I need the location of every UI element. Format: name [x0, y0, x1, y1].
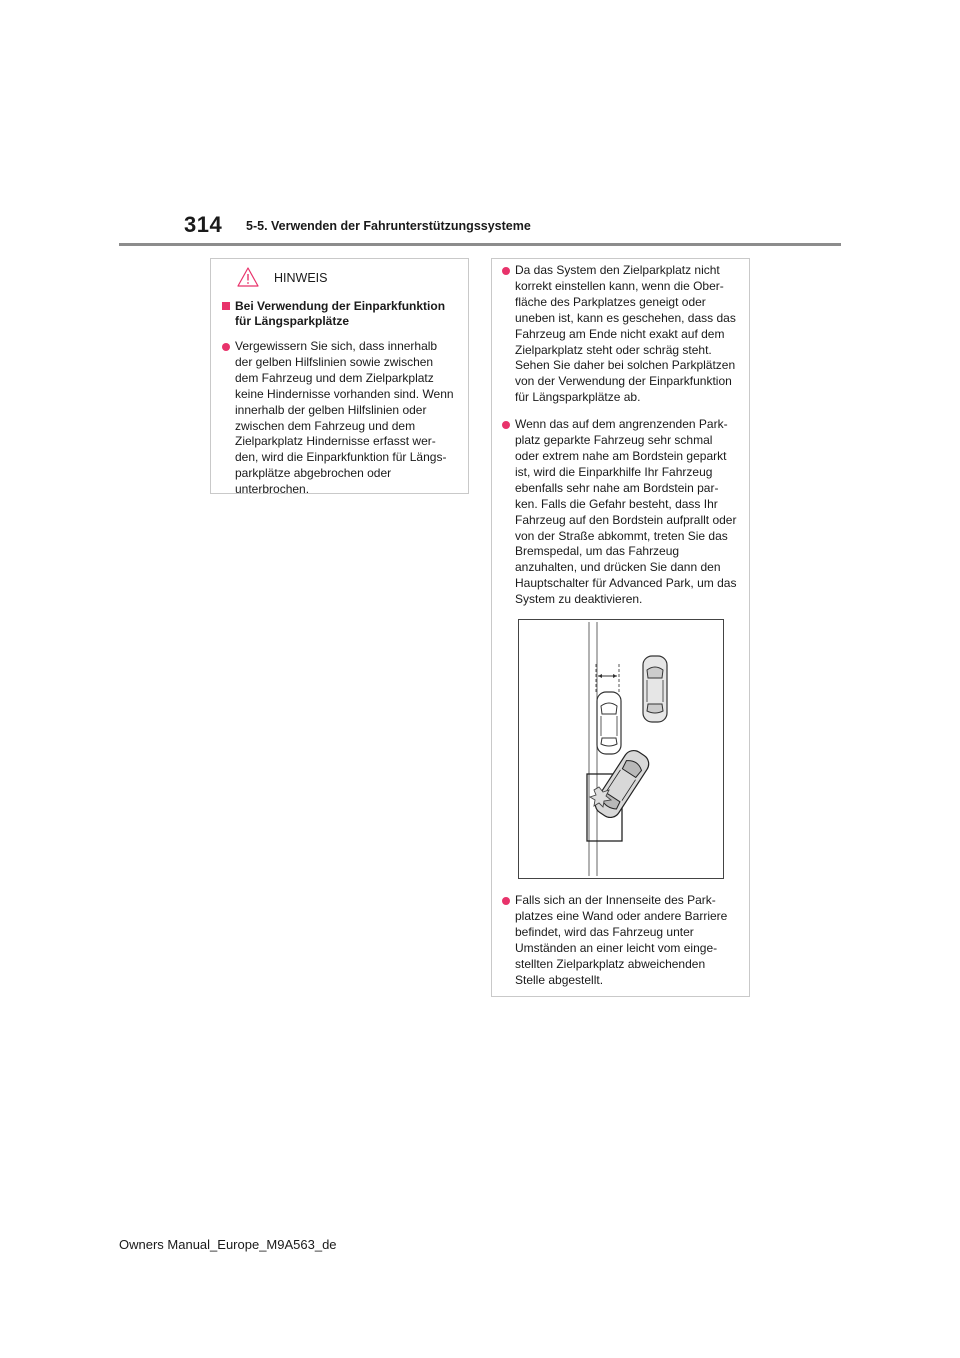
caution-bullet-text: Vergewissern Sie sich, dass innerhalb der gelben Hilfslinien sowie zwischen dem Fahrzeug und dem Zielparkplatz keine Hindernisse vorhanden sind. Wenn innerhalb der gelben Hilfslinien oder zwischen dem Fahrzeug und dem Zielparkplatz Hindernisse erfasst wer-den, wird die Einparkfunktion für Längs-parkplätze abgebrochen oder unterbrochen.	[235, 339, 454, 497]
caution-bullet	[502, 417, 737, 608]
parking-illustration	[518, 619, 724, 879]
caution-title: HINWEIS	[274, 271, 328, 285]
round-bullet-icon	[502, 897, 510, 905]
parking-illustration-svg	[519, 620, 723, 878]
parked-car-front	[597, 692, 621, 754]
round-bullet-icon	[502, 267, 510, 275]
caution-bullet	[502, 263, 737, 406]
section-title: 5-5. Verwenden der Fahrunterstützungssysteme	[246, 219, 531, 233]
caution-box-left	[210, 258, 469, 497]
caution-bullet	[222, 339, 456, 498]
caution-bullet-text: Wenn das auf dem angrenzenden Park-platz geparkte Fahrzeug sehr schmal oder extrem nahe am Bordstein geparkt ist, wird die Einparkhilfe Ihr Fahrzeug ebenfalls sehr nahe am Bordstein par-ken. Falls die Gefahr besteht, dass Ihr Fahrzeug auf den Bordstein aufprallt oder von der Straße abkommt, treten Sie das Bremspedal, um das Fahrzeug anzuhalten, und drücken Sie dann den Hauptschalter für Advanced Park, um das System zu deaktivieren.	[515, 417, 737, 607]
caution-heading-text: Bei Verwendung der Einparkfunktion für Längsparkplätze	[235, 299, 446, 328]
square-bullet-icon	[222, 302, 230, 310]
round-bullet-icon	[222, 343, 230, 351]
caution-bullet	[502, 893, 737, 988]
warning-triangle-icon	[237, 267, 259, 287]
caution-bullet-text: Falls sich an der Innenseite des Park-platzes eine Wand oder andere Barriere befindet, wird das Fahrzeug unter Umständen an einer leicht vom einge-stellten Zielparkplatz abweichenden Stelle abgestellt.	[515, 893, 728, 987]
page-number: 314	[184, 212, 223, 237]
caution-header	[222, 267, 456, 291]
footer-manual-id: Owners Manual_Europe_M9A563_de	[119, 1237, 337, 1252]
round-bullet-icon	[502, 421, 510, 429]
caution-box-right	[491, 258, 750, 997]
header-rule	[119, 243, 841, 246]
caution-bullet-text: Da das System den Zielparkplatz nicht korrekt einstellen kann, wenn die Ober-fläche des Parkplatzes geneigt oder uneben ist, kann es geschehen, dass das Fahrzeug am Ende nicht exakt auf dem Zielparkplatz steht oder schräg steht. Sehen Sie daher bei solchen Parkplätzen von der Verwendung der Einparkfunktion für Längsparkplätze ab.	[515, 263, 736, 405]
caution-heading	[222, 299, 456, 329]
parked-car-right	[643, 656, 667, 722]
